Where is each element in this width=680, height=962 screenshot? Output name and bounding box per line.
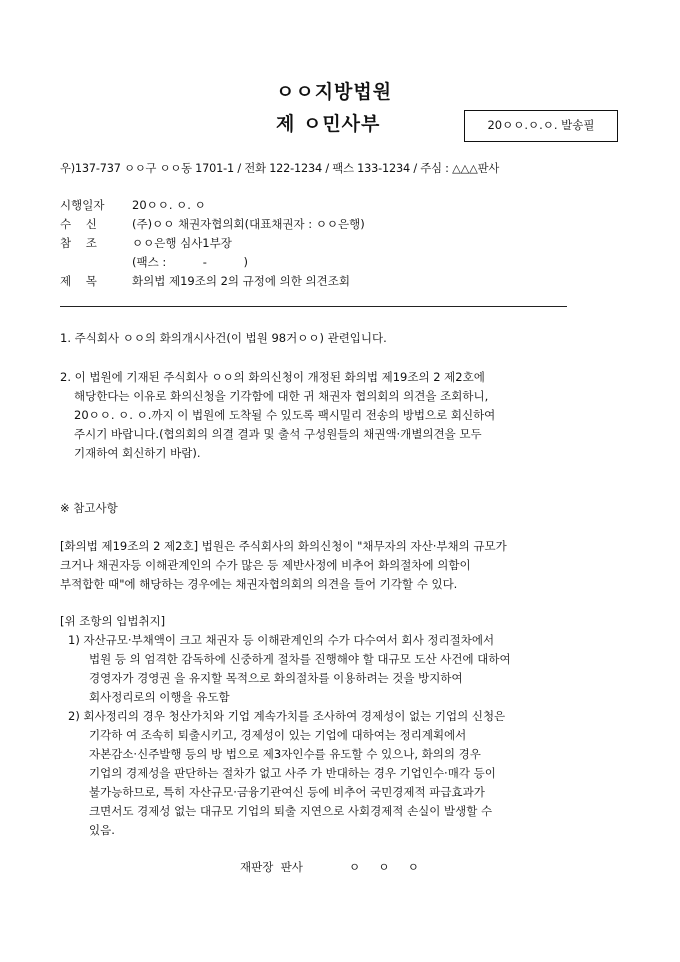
paragraph-2-line: 해당한다는 이유로 화의신청을 기각함에 대한 귀 채권자 협의회의 의견을 조회하니, <box>74 389 489 403</box>
purpose-item-2-line: 크면서도 경제성 없는 대규모 기업의 퇴출 지연으로 사회경제적 손실이 발생할 수 <box>89 804 493 818</box>
court-name: ㅇㅇ지방법원 <box>276 81 393 103</box>
paragraph-2-line: 기재하여 회신하기 바람). <box>74 446 201 460</box>
purpose-item-2-line: 기업의 경제성을 판단하는 절차가 없고 사주 가 반대하는 경우 기업인수·매각 등이 <box>89 766 496 780</box>
purpose-item-2-line: 기각하 여 조속히 퇴출시키고, 경제성이 있는 기업에 대하여는 정리계획에서 <box>89 728 467 742</box>
subject-value: 화의법 제19조의 2의 규정에 의한 의견조회 <box>132 274 350 288</box>
division-name: 제 ㅇ민사부 <box>276 113 381 135</box>
law-excerpt-line: 부적합한 때"에 해당하는 경우에는 채권자협의회의 의견을 들어 기각할 수 있다. <box>60 577 458 591</box>
header-divider <box>60 306 567 307</box>
reference-value: ㅇㅇ은행 심사1부장 <box>132 236 232 250</box>
purpose-heading: [위 조항의 입법취지] <box>60 614 166 628</box>
fax-value: (팩스 : - ) <box>132 255 248 269</box>
paragraph-2-line: 2. 이 법원에 기재된 주식회사 ㅇㅇ의 화의신청이 개정된 화의법 제19조의 2 제2호에 <box>60 370 485 384</box>
law-excerpt-line: 크거나 채권자등 이해관계인의 수가 많은 등 제반사정에 비추어 화의절차에 의함이 <box>60 558 471 572</box>
date-label: 시행일자 <box>60 198 105 212</box>
paragraph-2-line: 주시기 바랍니다.(협의회의 의결 결과 및 출석 구성원들의 채권액·개별의견을 모두 <box>74 427 482 441</box>
reference-label: 참 조 <box>60 236 97 250</box>
dispatch-stamp-text: 20ㅇㅇ.ㅇ.ㅇ. 발송필 <box>487 118 595 133</box>
purpose-item-2-line: 불가능하므로, 특히 자산규모·금융기관여신 등에 비추어 국민경제적 파급효과가 <box>89 785 485 799</box>
purpose-item-1-line: 회사정리로의 이행을 유도함 <box>89 690 230 704</box>
paragraph-1: 1. 주식회사 ㅇㅇ의 화의개시사건(이 법원 98거ㅇㅇ) 관련입니다. <box>60 331 387 345</box>
address-line: 우)137-737 ㅇㅇ구 ㅇㅇ동 1701-1 / 전화 122-1234 / 팩스 133-1234 / 주심 : △△△판사 <box>60 162 500 175</box>
purpose-item-1-line: 경영자가 경영권 을 유지할 목적으로 화의절차를 이용하려는 것을 방지하여 <box>89 671 463 685</box>
purpose-item-1-line: 1) 자산규모·부채액이 크고 채권자 등 이해관계인의 수가 다수여서 회사 정리절차에서 <box>68 633 495 647</box>
subject-label: 제 목 <box>60 274 97 288</box>
purpose-item-2-line: 자본감소·신주발행 등의 방 법으로 제3자인수를 유도할 수 있으나, 화의의 경우 <box>89 747 481 761</box>
recipient-value: (주)ㅇㅇ 채권자협의회(대표채권자 : ㅇㅇ은행) <box>132 217 365 231</box>
purpose-item-2-line: 2) 회사정리의 경우 청산가치와 기업 계속가치를 조사하여 경제성이 없는 기업의 신청은 <box>68 709 506 723</box>
purpose-item-1-line: 법원 등 의 엄격한 감독하에 신중하게 절차를 진행해야 할 대규모 도산 사건에 대하여 <box>89 652 511 666</box>
signature-title: 재판장 판사 <box>240 860 303 874</box>
recipient-label: 수 신 <box>60 217 97 231</box>
date-value: 20ㅇㅇ. ㅇ. ㅇ <box>132 198 206 212</box>
paragraph-2-line: 20ㅇㅇ. ㅇ. ㅇ.까지 이 법원에 도착될 수 있도록 팩시밀리 전송의 방법으로 회신하여 <box>74 408 496 422</box>
signature-name: ㅇ ㅇ ㅇ <box>349 860 419 874</box>
purpose-item-2-line: 있음. <box>89 823 115 837</box>
law-excerpt-line: [화의법 제19조의 2 제2호] 법원은 주식회사의 화의신청이 "채무자의 자산·부채의 규모가 <box>60 539 507 553</box>
dispatch-stamp <box>464 110 618 142</box>
reference-heading: ※ 참고사항 <box>60 501 118 515</box>
